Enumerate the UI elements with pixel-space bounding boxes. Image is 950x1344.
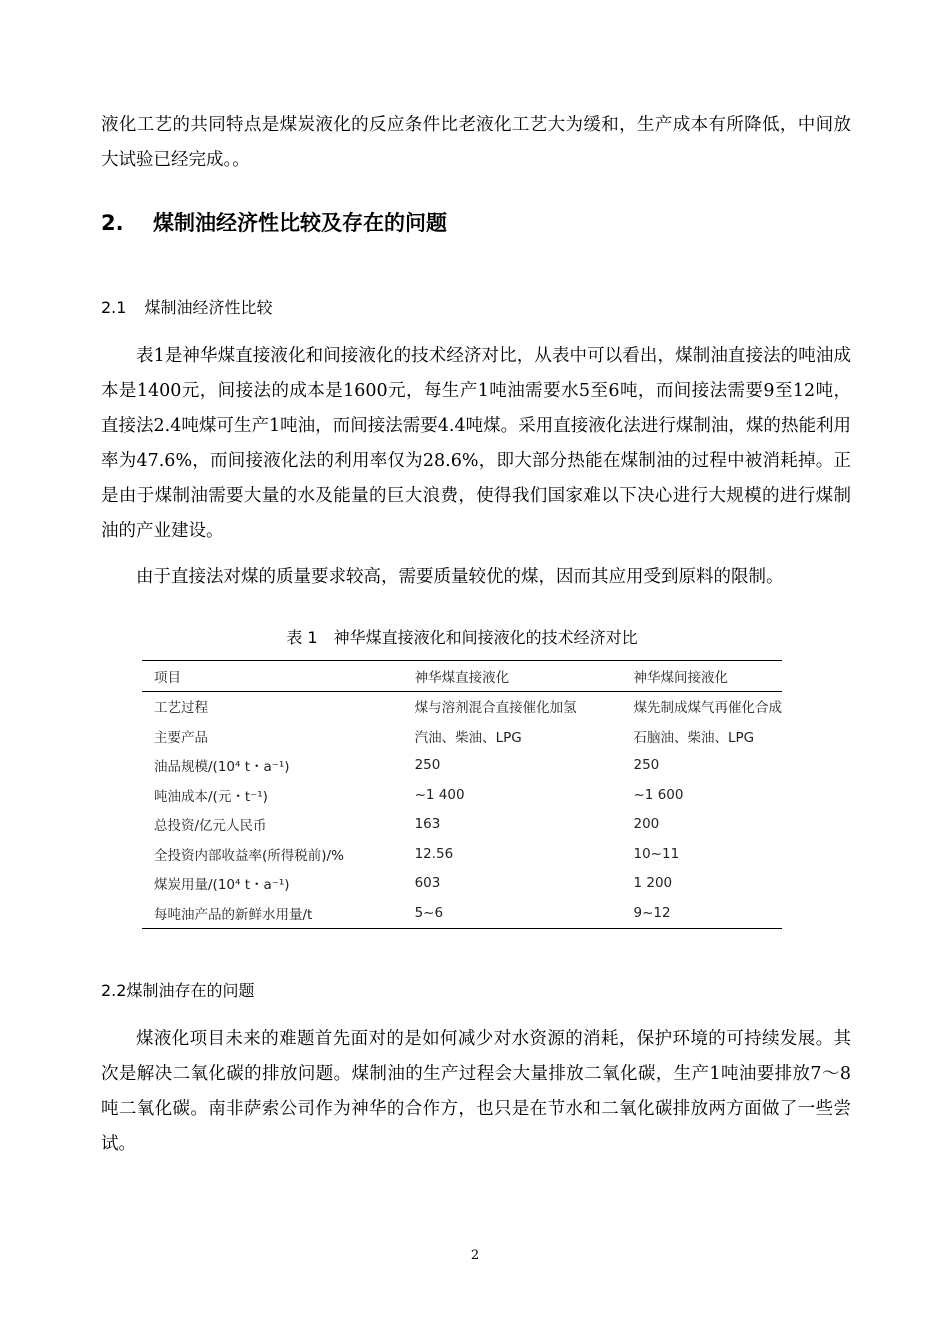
direct-value: 5~6: [414, 904, 444, 921]
section-2-title: 煤制油经济性比较及存在的问题: [153, 211, 447, 235]
direct-value: 603: [414, 875, 441, 892]
row-label: 煤炭用量/(10⁴ t・a⁻¹): [154, 877, 290, 894]
intro-paragraph: 液化工艺的共同特点是煤炭液化的反应条件比老液化工艺大为缓和，生产成本有所降低，中间放大试验已经完成。。: [101, 115, 851, 170]
row-label: 工艺过程: [154, 700, 208, 717]
indirect-value: 煤先制成煤气再催化合成: [633, 700, 782, 717]
table-row: [142, 721, 782, 751]
table-row: [142, 780, 782, 810]
table-caption: [142, 626, 782, 650]
indirect-value: 9~12: [633, 904, 671, 921]
row-label: 油品规模/(10⁴ t・a⁻¹): [154, 759, 290, 776]
page-number: 2: [470, 1248, 480, 1263]
table-caption-title: 神华煤直接液化和间接液化的技术经济对比: [333, 628, 638, 647]
section-2-1-title: 煤制油经济性比较: [144, 298, 273, 317]
section-2-1-heading: [101, 296, 272, 320]
table-row: [142, 898, 782, 928]
table-caption-number: 表 1: [286, 628, 318, 647]
row-label: 吨油成本/(元・t⁻¹): [154, 788, 268, 805]
row-label: 全投资内部收益率(所得税前)/%: [154, 847, 344, 864]
indirect-value: 1 200: [633, 875, 673, 892]
direct-value: 12.56: [414, 845, 454, 862]
header-item: 项目: [154, 669, 181, 686]
direct-value: 汽油、柴油、LPG: [414, 729, 522, 746]
header-direct: 神华煤直接液化: [414, 669, 510, 686]
table-row: [142, 869, 782, 899]
direct-value: 163: [414, 816, 441, 833]
row-label: 每吨油产品的新鲜水用量/t: [154, 906, 313, 923]
economics-paragraph: 表1是神华煤直接液化和间接液化的技术经济对比，从表中可以看出，煤制油直接法的吨油成本是1400元，间接法的成本是1600元，每生产1吨油需要水5至6吨，而间接法需要9至12吨，直接法2.4吨煤可生产1吨油，而间接法需要4.4吨煤。采用直接液化法进行煤制油，煤的热能利用率为47.6%，而间接液化法的利用率仅为28.6%，即大部分热能在煤制油的过程中被消耗掉。正是由于煤制油需要大量的水及能量的巨大浪费，使得我们国家难以下决心进行大规模的进行煤制油的产业建设。: [101, 346, 851, 541]
table-row: [142, 751, 782, 781]
section-2-2-number: 2.2: [101, 981, 127, 1000]
row-label: 总投资/亿元人民币: [154, 818, 267, 835]
section-2-1-number: 2.1: [101, 298, 127, 317]
indirect-value: 石脑油、柴油、LPG: [633, 729, 755, 746]
table-row: [142, 810, 782, 840]
direct-value: 250: [414, 757, 441, 774]
indirect-value: 10~11: [633, 845, 680, 862]
comparison-table: [142, 660, 782, 929]
raw-material-paragraph: 由于直接法对煤的质量要求较高，需要质量较优的煤，因而其应用受到原料的限制。: [136, 567, 784, 587]
problems-paragraph: 煤液化项目未来的难题首先面对的是如何减少对水资源的消耗，保护环境的可持续发展。其次是解决二氧化碳的排放问题。煤制油的生产过程会大量排放二氧化碳，生产1吨油要排放7～8吨二氧化碳。南非萨索公司作为神华的合作方，也只是在节水和二氧化碳排放两方面做了一些尝试。: [101, 1029, 851, 1154]
section-2-heading: [101, 205, 447, 241]
direct-value: ~1 400: [414, 786, 465, 803]
indirect-value: 250: [633, 757, 660, 774]
header-indirect: 神华煤间接液化: [633, 669, 728, 686]
table-row: [142, 691, 782, 721]
table-row: [142, 839, 782, 869]
direct-value: 煤与溶剂混合直接催化加氢: [414, 700, 577, 717]
indirect-value: 200: [633, 816, 660, 833]
section-2-2-heading: [101, 979, 254, 1003]
row-label: 主要产品: [154, 729, 208, 746]
table-header-row: [142, 661, 782, 692]
section-2-2-title: 煤制油存在的问题: [126, 981, 255, 1000]
section-2-number: 2.: [101, 211, 124, 235]
indirect-value: ~1 600: [633, 786, 684, 803]
